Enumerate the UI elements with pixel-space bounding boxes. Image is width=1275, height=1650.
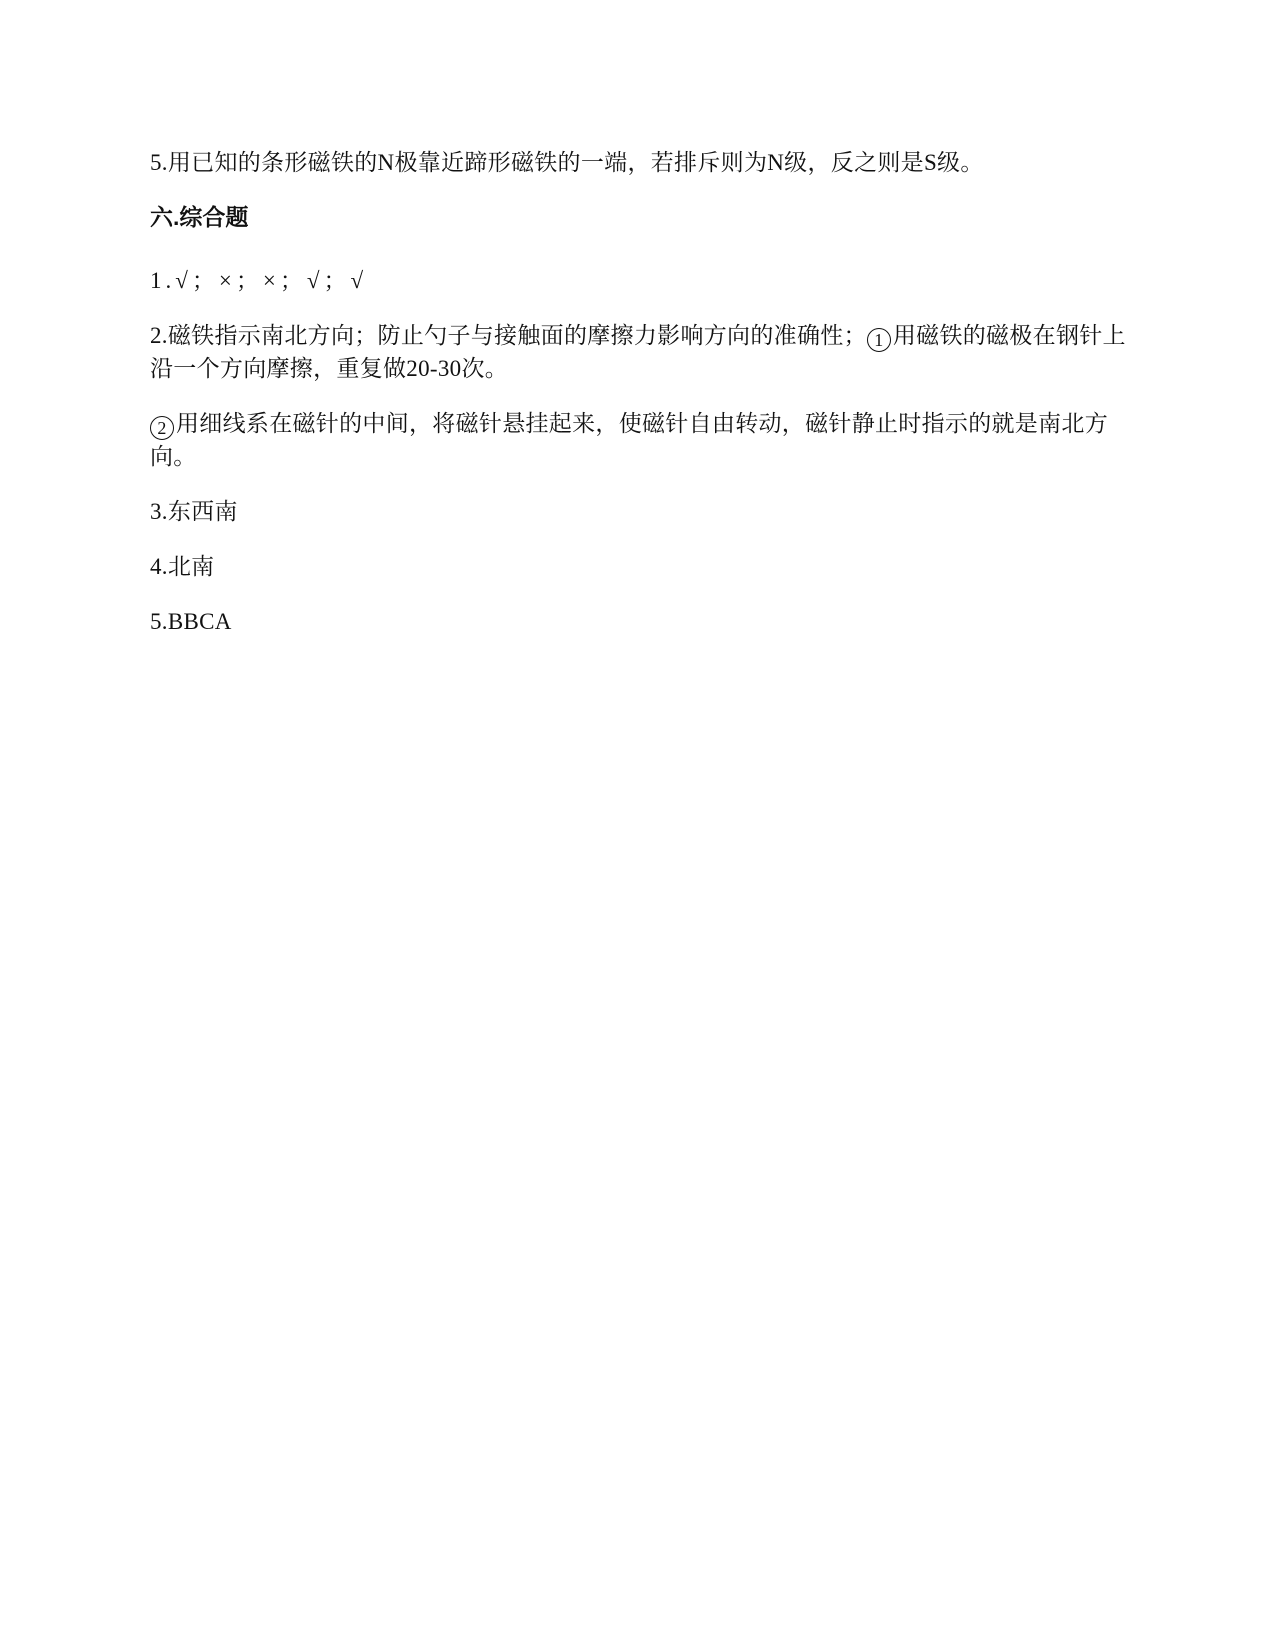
answer-item-2-step-2-text: 用细线系在磁针的中间，将磁针悬挂起来，使磁针自由转动，磁针静止时指示的就是南北方向。 bbox=[150, 411, 1108, 469]
answer-item-2-text-part2: 用磁铁的磁极在钢针上沿一个方向摩擦，重复做20-30次。 bbox=[150, 323, 1126, 381]
circled-number-2: 2 bbox=[150, 416, 174, 440]
answer-item-5-previous-section: 5.用已知的条形磁铁的N极靠近蹄形磁铁的一端，若排斥则为N级，反之则是S级。 bbox=[150, 150, 984, 175]
section-heading: 六.综合题 bbox=[150, 204, 249, 230]
answer-item-5: 5.BBCA bbox=[150, 609, 232, 634]
circled-number-1: 1 bbox=[867, 328, 891, 352]
answer-item-4: 4.北南 bbox=[150, 554, 215, 579]
answer-item-1: 1.√；×；×；√；√ bbox=[150, 268, 368, 293]
answer-item-2-text-part1: 2.磁铁指示南北方向；防止勺子与接触面的摩擦力影响方向的准确性； bbox=[150, 323, 867, 348]
document-content bbox=[150, 146, 1130, 660]
answer-item-3: 3.东西南 bbox=[150, 499, 238, 524]
answer-item-2-step-2 bbox=[150, 407, 1130, 473]
answer-item-2 bbox=[150, 319, 1130, 385]
